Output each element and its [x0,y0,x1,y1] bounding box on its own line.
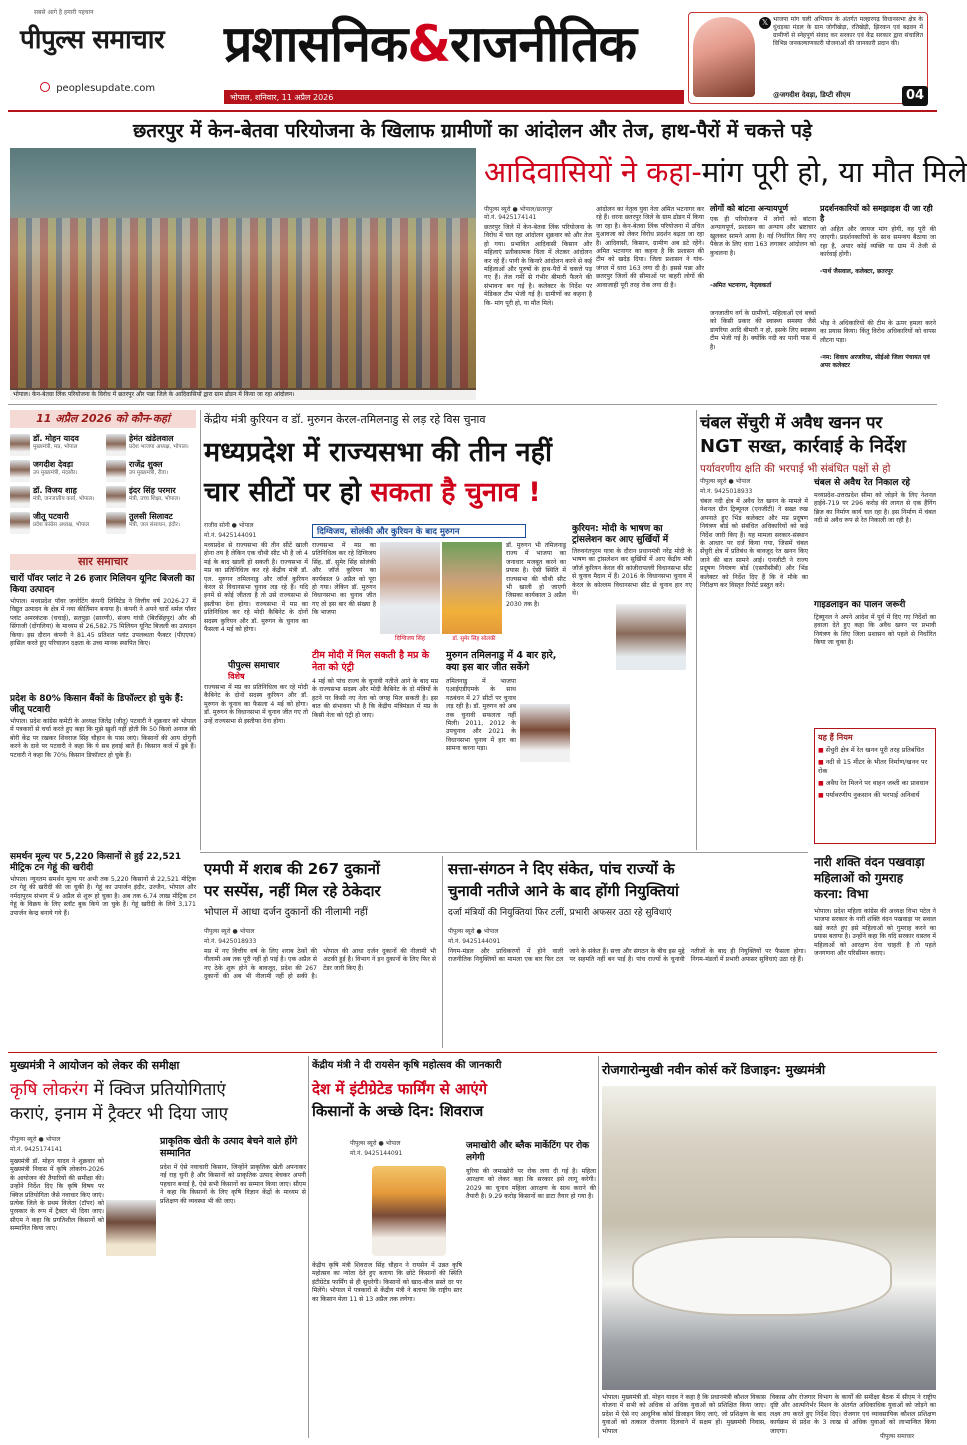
meeting-table [632,1236,892,1316]
nari-headline: नारी शक्ति वंदन पखवाड़ा महिलाओं को गुमराह करना: विभा [814,855,925,901]
murugan-head: मुरुगन तमिलनाडु में 4 बार हारे, क्या इस बार जीत सकेंगे [446,650,557,673]
section-title-1: प्रशासनिक [224,15,408,73]
website-row[interactable] [40,82,155,94]
shivraj-box-text: यूरिया की जमाखोरी पर रोक लगा दी गई है। महिला आरक्षण को लेकर कहा कि सरकार इसे लागू करेगी। 2029 का चुनाव महिला आरक्षण के साथ कराने की तैयारी है। 9.29 करोड़ किसानों का डाटा तैयार हो गया है। [466,1168,596,1201]
avatar [10,460,30,482]
col-divider-2 [696,410,697,850]
chambal-body: चंबल नदी क्षेत्र में अवैध रेत खनन के मामले में नेशनल ग्रीन ट्रिब्यूनल (एनजीटी) ने सख्त रुख अपनाते हुए भिंड कलेक्टर और मप्र प्रदूषण नियंत्रण बोर्ड को संबंधित अधिकारियों को कड़े निर्देश जारी किए हैं। यह मामला सरकार-संस्थान के आधार पर दर्ज किया गया, जिसमें चंबल सेंचुरी क्षेत्र में प्रतिबंध के बावजूद रेत खनन किए जाने की बात सामने आई। एनजीटी ने राज्य प्रदूषण नियंत्रण बोर्ड (एसपीसीबी) और भिंड कलेक्टर को निर्देश दिए हैं कि वे मौके का निरीक्षण कर विस्तृत रिपोर्ट प्रस्तुत करें। [700,498,808,590]
lead-phone: मो.नं. 9425174141 [484,214,537,221]
who-where-entry [106,486,196,508]
rule-item [818,779,932,788]
shivraj-box-head: जमाखोरी और ब्लैक मार्केटिंग पर रोक लगेगी [466,1141,590,1163]
lead-sub-red: आदिवासियों ने कहा- [484,155,702,189]
shivraj-phone: मो.नं. 9425144091 [350,1150,403,1157]
liquor-headline-1: एमपी में शराब की 267 दुकानों [204,860,380,878]
person-name: इंदर सिंह परमार [129,486,176,495]
solanki-caption: डॉ. सुमेर सिंह सोलंकी [452,636,496,642]
who-where-box [10,410,196,548]
lead-sub-headline [484,150,967,194]
tweet-text: भाजपा मांग चली अभियान के अंतर्गत मल्हारगढ़ विधानसभा क्षेत्र के धुंधड़का मंडल के ग्राम जोगीखेड़ा, रतिखेड़ी, झिरकन एवं बढ़वन में ग्रामीणों से स्नेहपूर्ण संवाद कर सरकार एवं केंद्र सरकार द्वारा संचालित विभिन्न जनकल्याणकारी योजनाओं की जानकारी प्रदान की। [773,16,923,47]
globe-icon [40,82,50,92]
person-name: हेमंत खंडेलवाल [129,434,174,443]
rajyasabha-headline-2a: चार सीटों पर हो [204,477,371,508]
sangathan-sub: दर्जा मंत्रियों की नियुक्तियां फिर टलीं, प्रभारी अफसर उठा रहे सुविधाएं [448,908,672,918]
rule-text: अवैध रेत मिलने पर वाहन जब्ती का प्रावधान [825,779,929,787]
saar-item-3 [10,852,196,998]
who-where-entry [10,486,100,508]
quote-author: -पार्थ जैसवाल, कलेक्टर, छतरपुर [820,268,893,275]
rule-item [818,746,932,755]
newspaper-logo[interactable] [20,20,220,60]
liquor-headline-2: पर सस्पेंस, नहीं मिल रहे ठेकेदार [204,882,381,900]
dateline: भोपाल, शनिवार, 11 अप्रैल 2026 [230,93,334,102]
masthead-divider [8,110,937,112]
krishi-body: मुख्यमंत्री डॉ. मोहन यादव ने शुक्रवार को मुख्यमंत्री निवास में कृषि लोकरंग-2026 के आयोजन की तैयारियों की समीक्षा की। उन्होंने निर्देश दिए कि कृषि विषय पर क्विज प्रतियोगिता जैसे नवाचार किए जाएं। प्रत्येक जिले के प्रथम विजेता (टॉपर) को पुरस्कार के रूप में ट्रैक्टर भी दिया जाए। सीएम ने कहा कि प्रगतिशील किसानों को सम्मानित किया जाए। [10,1158,104,1233]
rajyasabha-headline-2 [204,474,692,512]
saar-item-1-text: भोपाल। मध्यप्रदेश पॉवर जनरेटिंग कंपनी लिमिटेड ने वित्तीय वर्ष 2026-27 में विद्युत उत्पादन के क्षेत्र में नया कीर्तिमान बनाया है। कंपनी ने अपने चारों थर्मल पॉवर प्लांट अमरकंटक (चचाई), सतपुड़ा (सारणी), संजय गांधी (बिरसिंहपुर) और श्री सिंगाजी (दोंगलिया) के माध्यम से 26,582.75 मिलियन यूनिट बिजली का उत्पादन किया। इस दौरान कंपनी ने 81.45 प्रतिशत प्लांट उपलब्धता फैक्टर (पीएएफ) हासिल करते हुए परिचालन दक्षता के उच्च मानक स्थापित किए। [10,598,196,648]
person-name: डॉ. विजय शाह [33,486,77,495]
lead-headline: छतरपुर में केन-बेतवा परियोजना के खिलाफ ग्रामीणों का आंदोलन और तेज, हाथ-पैरों में चकत्ते पड़े [132,120,813,142]
section-amp: & [407,15,450,73]
nari-text: भोपाल। प्रदेश महिला कांग्रेस की अध्यक्ष विभा पटेल ने भाजपा सरकार के नारी शक्ति वंदन पखवाड़ा पर सवाल खड़े करते हुए इसे महिलाओं को गुमराह करने का प्रयास बताया है। उन्होंने कहा कि यदि सरकार वास्तव में महिलाओं को आरक्षण देना चाहती है तो पहले जनगणना और परिसीमन कराए। [814,908,936,958]
who-where-title: 11 अप्रैल 2026 को कौन-कहां [10,410,196,428]
liquor-phone: मो.नं. 9425018933 [204,938,257,945]
avatar [106,434,126,456]
person-name: राजेंद्र शुक्ल [129,460,163,469]
krishi-phone: मो.नं. 9425174141 [10,1146,63,1153]
krishi-headline-red: कृषि लोकरंग [10,1080,89,1100]
sangathan-phone: मो.नं. 9425144091 [448,938,501,945]
krishi-side-head: प्राकृतिक खेती के उत्पाद बेचने वाले होंगे सम्मानित [160,1136,298,1159]
who-where-text [129,434,189,451]
website-url: peoplesupdate.com [56,83,156,94]
who-where-text [33,512,89,529]
quote-text: एक ही परियोजना में लोगों को बांटना अन्यायपूर्ण, प्रशासन का अन्याय और भ्रष्टाचार खुलकर सामने आया है। नई निर्धारित किए गए पैकेज के लिए धारा 163 लगाकर आंदोलन को कुचलना है। [710,216,816,257]
kurian-head: कुरियन: मोदी के भाषण का ट्रांसलेशन कर आए सुर्खियों में [572,524,669,545]
cm-photo [106,1200,156,1256]
avatar [10,512,30,534]
rule-item [818,758,932,776]
chambal-headline-1: चंबल सेंचुरी में अवैध खनन पर [700,413,883,432]
lead-quote-box-1 [710,204,816,392]
chambal-headline-2: NGT सख्त, कार्रवाई के निर्देश [700,436,906,457]
saar-samachar-box [10,554,196,848]
saar-item-1-head: चारों पॉवर प्लांट ने 26 हजार मिलियन यूनिट बिजली का किया उत्पादन [10,574,195,595]
avatar [106,486,126,508]
saar-item-2-head: प्रदेश के 80% किसान बैंकों के डिफॉल्टर हो चुके हैं: जीतू पटवारी [10,694,184,715]
mid-divider [200,852,808,853]
person-name: डॉ. मोहन यादव [33,434,79,443]
lead-body-col2: आंदोलन का नेतृत्व युवा नेता अमित भटनागर कर रहे हैं। धरना छतरपुर जिले के ग्राम ढोडन में किया जा रहा है। केन-बेतवा लिंक परियोजना में उचित मुआवजा को लेकर विरोध प्रदर्शन बढ़ता जा रहा है। आदिवासी, किसान, ग्रामीण अब डटे रहेंगे। अमित भटनागर का कहना है कि प्रशासन की टीम को खदेड़ दिया। जिला प्रशासन ने गांव-जंगल में धारा 163 लगा दी है। इससे पन्ना और छतरपुर जिलों की सीमाओं पर बाहरी लोगों की आवाजाही पूरी तरह रोक लगा दी है। [596,206,704,289]
person-place: प्रदेश भाजपा अध्यक्ष, भोपाल। [129,444,189,450]
tweet-box [688,12,928,104]
quote-text-2: जनजातीय वर्ग के ग्रामीणों, महिलाओं एवं बच्चों को किसी प्रकार की स्वास्थ्य समस्या जैसे डायरिया आदि बीमारी न हो, इसके लिए स्वास्थ्य टीम भेजी गई है। क्योंकि नदी का पानी पास में है। [710,310,816,351]
krishi-headline-2: कराएं, इनाम में ट्रैक्टर भी दिया जाए [10,1104,228,1124]
sangathan-byline: पीपुल्स ब्यूरो ● भोपाल [448,928,499,935]
kurian-photo [616,604,686,670]
rajyasabha-body: मध्यप्रदेश से राज्यसभा की तीन सीटें खाली होना तय है लेकिन एक चौथी सीट भी है जो 4 मई के बाद खाली हो सकती है। राज्यसभा में मप्र का प्रतिनिधित्व कर रहे केंद्रीय मंत्री डॉ. एल. मुरुगन तमिलनाडु और जॉर्ज कुरियन केरल से विधानसभा चुनाव लड़ रहे हैं। यदि इनमें से कोई जीतता है तो उसे राज्यसभा से इस्तीफा देना होगा। राज्यसभा में मप्र का प्रतिनिधित्व कर रहे मोदी कैबिनेट के दोनों सदस्य कुरियन और डॉ. मुरुगन के चुनाव का फैसला 4 मई को होगा। [204,542,308,634]
person-place: प्रदेश कांग्रेस अध्यक्ष, भोपाल [33,522,90,528]
masthead [0,0,945,108]
who-where-text [33,460,78,477]
who-where-text [129,486,180,503]
shivraj-photo-box [312,1140,462,1260]
who-where-entry [106,512,196,534]
rozgar-headline: रोजगारोन्मुखी नवीन कोर्स करें डिजाइन: मुख्यमंत्री [602,1062,826,1077]
krishi-headline-1 [10,1078,306,1102]
quote-text: जो अहित और जायज मांग होगी, वह पूरी की जाएगी। प्रदर्शनकारियों के साथ समन्वय बैठाया जा रहा है, अपार कोई व्यक्ति या ग्राम में तेजी से कार्रवाई होगी। [820,226,936,259]
chambal-byline: पीपुल्स ब्यूरो ● भोपाल [700,478,751,485]
person-place: मुख्यमंत्री, मप्र, भोपाल [33,444,78,450]
person-place: मंत्री, उच्च शिक्षा, भोपाल। [129,496,181,502]
person-name: जीतू पटवारी [33,512,69,521]
solanki-photo [442,542,502,634]
digvijay-caption: दिग्विजय सिंह [395,635,425,642]
strip-title: दिग्विजय, सोलंकी और कुरियन के बाद मुरुगन [317,527,460,537]
rajyasabha-headline-1: मध्यप्रदेश में राज्यसभा की तीन नहीं [204,437,552,468]
person-place: उप मुख्यमंत्री, रीवा। [129,470,169,476]
lead-body-col1: छतरपुर जिले में केन-बेतवा लिंक परियोजना के विरोध में चल रहा आंदोलन शुक्रवार को और तेज हो गया। प्रभावित आदिवासी किसान और महिलाएं प्रतीकात्मक चिता में लेटकर आंदोलन कर रहे हैं। पानी के किनारे आंदोलन करने से कई महिलाओं और पुरुषों के हाथ-पैरों में चकत्ते पड़ गए हैं। तेज गर्मी से गंभीर बीमारी फैलने की संभावना बन गई है। कलेक्टर के निर्देश पर मेडिकल टीम भेजी गई है। ग्रामीणों का कहना है कि- मांग पूरी हो, या मौत मिले। [484,224,592,307]
tweet-handle: @जगदीश देवड़ा, डिप्टी सीएम [773,91,851,99]
liquor-sub: भोपाल में आधा दर्जन दुकानों की नीलामी नहीं [204,907,368,918]
shivraj-box [466,1140,596,1434]
rajyasabha-col-2: डॉ. मुरुगन भी तमिलनाडु राज्य में भाजपा का जनाधार मजबूत करने का प्रयास है। ऐसी स्थिति में राज्यसभा की चौथी सीट भी खाली हो जाएगी जिसका कार्यकाल 3 अप्रैल 2030 तक है। [506,542,566,608]
rozgar-photo [602,1086,936,1390]
who-where-text [129,512,180,529]
who-where-grid [10,434,196,534]
person-place: उप मुख्यमंत्री, मंदसौर। [33,470,78,476]
avatar [10,434,30,456]
lead-byline: पीपुल्स ब्यूरो ● भोपाल/छतरपुर [484,206,553,213]
person-place: मंत्री, जल संसाधन, इंदौर। [129,522,180,528]
lead-quote-box-2 [820,204,936,392]
avatar [10,486,30,508]
who-where-entry [10,460,100,482]
digvijay-photo [380,542,440,634]
krishi-kicker: मुख्यमंत्री ने आयोजन को लेकर की समीक्षा [10,1059,180,1072]
person-name: जगदीश देवड़ा [33,460,74,469]
bottom-section-divider [8,1052,937,1053]
sangathan-headline-2: चुनावी नतीजे आने के बाद होंगी नियुक्तियां [448,882,679,900]
special-label: विशेष [228,672,245,681]
rule-text: पर्यावरणीय नुकसान की भरपाई अनिवार्य [825,791,920,799]
quote-text-3: भीड़ ने अधिकारियों की टीम के ऊपर हमला करने का प्रयास किया। किंतु विरोध अधिकारियों को वापस लौटना पड़ा। [820,320,936,344]
murugan-photo [520,704,570,762]
col-divider-1 [200,410,201,850]
quote-title: लोगों को बांटना अन्यायपूर्ण [710,204,788,213]
who-where-text [33,486,94,503]
special-logo-text: पीपुल्स समाचार [228,661,280,671]
rule-text: सेंचुरी क्षेत्र में रेत खनन पूरी तरह प्रतिबंधित [825,746,924,754]
col-divider-4 [308,1056,309,1438]
quote-author-3: -नम: शिवाय अरजरिया, सीईओ जिला पंचायत एवं अपर कलेक्टर [820,354,930,369]
lead-photo-caption: भोपाल। केन-बेतवा लिंक परियोजना के विरोध में छतरपुर और पन्ना जिले के आदिवासियों द्वारा ग्राम ढोडन में किया जा रहा आंदोलन। [10,390,476,400]
krishi-side-text: प्रदेश में ऐसे नवाचारी किसान, जिन्होंने प्राकृतिक खेती अपनाकर नई राह चुनी है और किसानों को प्राकृतिक उत्पाद बेचकर अपनी पहचान बनाई है, ऐसे सभी किसानों का सम्मान किया जाए। सीएम ने कहा कि किसानों के लिए कृषि विज्ञान केंद्रों के माध्यम से प्रशिक्षण की व्यवस्था भी की जाए। [160,1164,306,1205]
rozgar-caption-2: विकास और रोजगार विभाग के कार्यों की समीक्षा बैठक में सीएम ने राष्ट्रीय दृष्टि और आत्मनिर्भर मिशन के अंतर्गत अधिकाधिक युवाओं को जोड़ने का लक्ष्य तय करते हुए निर्देश दिए। रोजगार एवं व्यावसायिक कौशल प्रशिक्षण कार्यक्रम से प्रदेश के 3 लाख से अधिक युवाओं को लाभान्वित किया जाएगा। [770,1394,936,1435]
chambal-side-head: चंबल से अवैध रेत निकाल रहे [814,478,911,488]
chambal-sub: पर्यावरणीय क्षति की भरपाई भी संबंधित पक्षों से हो [700,463,891,475]
chambal-phone: मो.नं. 9425018933 [700,488,753,495]
shivraj-photo [372,1166,446,1256]
rajyasabha-body-2: राज्यसभा में मप्र का प्रतिनिधित्व कर रहे मोदी कैबिनेट के दोनों सदस्य कुरियन और डॉ. मुरुगन के चुनाव का फैसला 4 मई को होगा। डॉ. मुरुगन के विधानसभा में चुनाव जीत गए तो उन्हें राज्यसभा से इस्तीफा देना होगा। [204,684,308,725]
saar-item-3-head: समर्थन मूल्य पर 5,220 किसानों से हुई 22,521 मीट्रिक टन गेहूं की खरीदी [10,852,182,873]
team-modi-text: 4 मई को पांच राज्य के चुनावी नतीजे आने के बाद मप्र के राज्यसभा सदस्य और मोदी कैबिनेट के दो मंत्रियों के हटने पर किसी नए नेता को जगह मिल सकती है। इस बात की संभावना भी है कि केंद्रीय मंत्रिमंडल में मप्र के किसी नेता को एंट्री हो जाए। [312,678,438,719]
avatar [106,460,126,482]
sangathan-headline-1: सत्ता-संगठन ने दिए संकेत, पांच राज्यों के [448,860,675,878]
section-title-2: राजनीतिक [449,15,636,73]
rajyasabha-kicker: केंद्रीय मंत्री कुरियन व डॉ. मुरुगन केरल-तमिलनाडु से लड़ रहे विस चुनाव [204,413,486,426]
rajyasabha-phone: मो.नं. 9425144091 [204,532,257,539]
rajyasabha-headline-2b: सकता है चुनाव ! [370,477,541,508]
chambal-rules-box [814,728,936,844]
col-divider-3 [442,856,443,1048]
saar-title: सार समाचार [10,554,196,570]
rules-title: यह हैं नियम [818,733,853,742]
avatar [106,512,126,534]
x-logo-icon: 𝕏 [759,17,771,29]
rajyasabha-byline: राजीव सोनी ● भोपाल [204,522,254,529]
who-where-text [129,460,168,477]
page-number: 04 [902,86,928,106]
shivraj-headline-2: किसानों के अच्छे दिन: शिवराज [312,1102,484,1120]
liquor-byline: पीपुल्स ब्यूरो ● भोपाल [204,928,255,935]
shivraj-headline-1: देश में इंटीग्रेटेड फार्मिंग से आएंगे [312,1080,488,1098]
shivraj-kicker: केंद्रीय मंत्री ने दी रायसेन कृषि महोत्सव की जानकारी [312,1060,502,1071]
masthead-tagline: सबसे आगे है हमारी पहचान [34,9,94,16]
special-logo [228,658,308,682]
murugan-text: तमिलनाडु में भाजपा एआईएडीएमके के साथ गठबंधन में 27 सीटों पर चुनाव लड़ रही है। डॉ. मुरुगन को अब तक चुनावी सफलता नहीं मिली। 2011, 2012 के उपचुनाव और 2021 के विधानसभा चुनाव में हार का सामना करना पड़ा। [446,678,516,753]
who-where-entry [106,434,196,456]
team-modi-head: टीम मोदी में मिल सकती है मप्र के नेता को एंट्री [312,650,430,673]
sangathan-body: निगम-मंडल और प्राधिकरणों में होने वाली राजनीतिक नियुक्तियों का मामला एक बार फिर टल जाने के संकेत हैं। सत्ता और संगठन के बीच इस मुद्दे पर सहमति नहीं बन पाई है। पांच राज्यों के चुनावी नतीजों के बाद ही नियुक्तियों पर फैसला होगा। निगम-मंडलों में प्रभारी अफसर सुविधाएं उठा रहे हैं। [448,948,806,964]
photo-crowd [10,218,476,388]
who-where-entry [10,512,100,534]
who-where-entry [10,434,100,456]
who-where-text [33,434,79,451]
quote-author: -अमित भटनागर, नेतृत्वकर्ता [710,282,772,289]
chambal-side-text: मध्यप्रदेश-उत्तरप्रदेश सीमा को जोड़ने के लिए नेशनल हाईवे-719 पर 296 करोड़ की लागत से एक हैंगिंग ब्रिज का निर्माण कार्य चल रहा है। इस निर्माण में चंबल नदी से अवैध रूप से रेत निकाली जा रही है। [814,492,936,525]
rule-text: नदी से 15 मीटर के भीतर निर्माण/खनन पर रोक [818,758,928,775]
lead-photo [10,148,476,400]
saar-item-2-text: भोपाल। प्रदेश कांग्रेस कमेटी के अध्यक्ष जितेंद्र (जीतू) पटवारी ने शुक्रवार को भोपाल में पत्रकारों से चर्चा करते हुए कहा कि मुझे खुशी नहीं होती कि 50 किलो अनाज की बोरी केंद्र पर रखकर शिवराज सिंह चौहान के पास जाएं। किसानों की आय दोगुनी करने के दावे पर पटवारी ने कहा कि ये सब हवाई बातें हैं। किसान कर्ज में डूबे हैं। पटवारी ने कहा कि 70% किसान डिफॉल्टर हो चुके हैं। [10,718,196,759]
section-title [224,14,684,74]
footer-logo: पीपुल्स समाचार [880,1433,915,1440]
logo-text: पीपुल्स समाचार [20,25,165,55]
rozgar-caption: भोपाल। मुख्यमंत्री डॉ. मोहन यादव ने कहा है कि प्रधानमंत्री कौशल विकास योजना में सभी को अधिक से अधिक युवाओं को प्रशिक्षित किया जाए। प्रदेश में ऐसे नए आधुनिक कोर्स डिजाइन किए जाएं, जो प्रशिक्षण के बाद युवाओं को तत्काल रोजगार दिलवाने में सक्षम हों। मुख्यमंत्री निवास, भोपाल [602,1394,766,1435]
rajyasabha-strip [312,524,526,538]
shivraj-byline: पीपुल्स ब्यूरो ● भोपाल [350,1140,401,1147]
person-place: मंत्री, जनजातीय कार्य, भोपाल। [33,496,95,502]
quote-title: प्रदर्शनकारियों को समझाइश दी जा रही है [820,204,933,223]
deputy-cm-photo [693,17,755,97]
saar-item-3-text: भोपाल। न्यूनतम समर्थन मूल्य पर अभी तक 5,220 किसानों से 22,521 मीट्रिक टन गेहूं की खरीदी की जा चुकी है। गेहूं का उपार्जन इंदौर, उज्जैन, भोपाल और नर्मदापुरम संभाग में 9 अप्रैल से शुरू हो चुका है। अब तक 6.74 लाख मीट्रिक टन गेहूं के विक्रय के लिए स्लॉट बुक किये जा चुके हैं। गेहूं खरीदी के लिये 3,171 उपार्जन केन्द्र बनाये गये हैं। [10,876,196,917]
rules-list [818,746,932,800]
rajyasabha-col: राज्यसभा में मप्र का प्रतिनिधित्व कर रहे दिग्विजय सिंह, डॉ. सुमेर सिंह सोलंकी और जॉर्ज कुरियन का कार्यकाल 9 अप्रैल को पूरा हो गया। लेकिन डॉ. मुरुगन विधानसभा का चुनाव जीत गए तो इस बार की संख्या है कि भाजपा [312,542,376,617]
krishi-byline: पीपुल्स ब्यूरो ● भोपाल [10,1136,61,1143]
rule-item [818,791,932,800]
shivraj-body: केंद्रीय कृषि मंत्री शिवराज सिंह चौहान ने रायसेन में उन्नत कृषि महोत्सव का न्योता देते हुए बताया कि छोटे किसानों की स्थिति इंटीग्रेटेड फार्मिंग से ही सुधरेगी। किसानों को खाद-बीज सस्ते दर पर मिलेंगे। भोपाल में पत्रकारों से केंद्रीय मंत्री ने बताया कि राष्ट्रीय स्तर का किसान मेला 11 से 13 अप्रैल तक लगेगा। [312,1262,462,1303]
who-where-entry [106,460,196,482]
kurian-text: तिरुवनंतपुरम यात्रा के दौरान प्रधानमंत्री नरेंद्र मोदी के भाषण का ट्रांसलेशन कर सुर्खियों में आए केंद्रीय मंत्री जॉर्ज कुरियन केरल की कांजीरापल्ली विधानसभा सीट से चुनाव मैदान में हैं। 2016 के विधानसभा चुनाव में केरल के कोल्लम विधानसभा सीट से चुनाव हार गए थे। [572,548,692,598]
chambal-guide-head: गाइडलाइन का पालन जरूरी [814,600,906,610]
chambal-guide-text: ट्रिब्यूनल ने अपने आदेश में पूर्व में दिए गए निर्देशों का हवाला देते हुए कहा कि अवैध खनन पर प्रभावी नियंत्रण के लिए जिला प्रशासन को पहले से निर्धारित किया जा चुका है। [814,614,936,647]
dateline-bar [224,90,684,104]
lead-sub-black: मांग पूरी हो, या मौत मिले [701,155,967,189]
person-name: तुलसी सिलावट [129,512,173,521]
krishi-headline-rest: में क्विज प्रतियोगिताएं [88,1080,226,1100]
section-divider [8,404,937,405]
col-divider-5 [598,1056,599,1438]
liquor-body: मप्र में नए वित्तीय वर्ष के लिए शराब ठेकों की नीलामी अब तक पूरी नहीं हो पाई है। एक अप्रैल से नए ठेके शुरू होने के बावजूद, प्रदेश की 267 दुकानों की अब भी नीलामी नहीं हो सकी है। भोपाल की आधा दर्जन दुकानों की नीलामी भी अटकी हुई है। विभाग ने इन दुकानों के लिए फिर से टेंडर जारी किए हैं। [204,948,436,981]
